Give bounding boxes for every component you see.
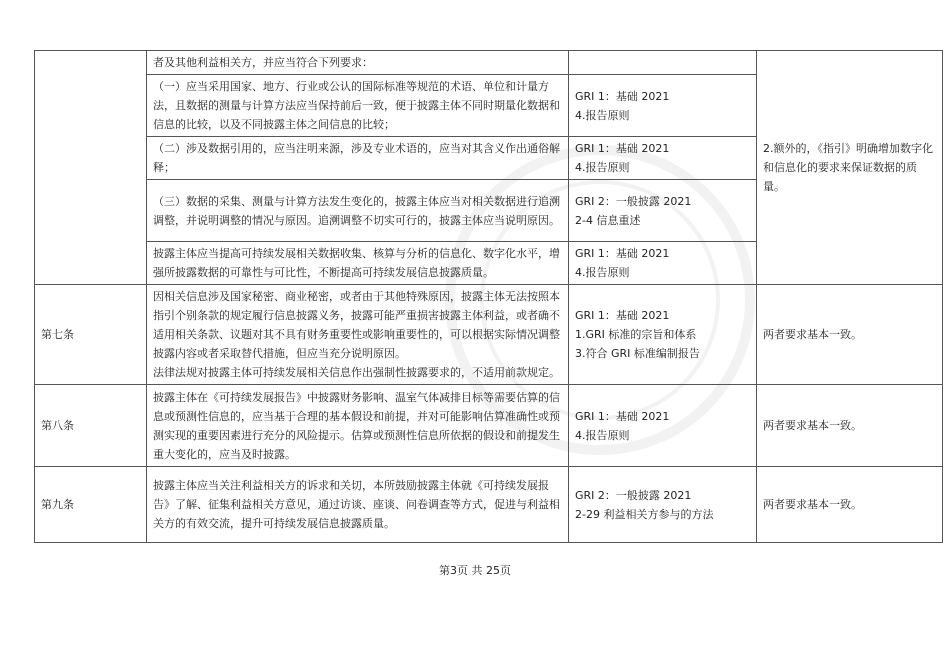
article-cell: 第八条	[35, 385, 147, 467]
comparison-cell: 两者要求基本一致。	[757, 385, 943, 467]
requirement-cell: 因相关信息涉及国家秘密、商业秘密，或者由于其他特殊原因，披露主体无法按照本指引个别条款的规定履行信息披露义务，披露可能严重损害披露主体利益，或者确不适用相关条款、议题对其不具有财务重要性或影响重要性的，可以根据实际情况调整披露内容或者采取替代措施，但应当充分说明原因。 法律法规对披露主体可持续发展相关信息作出强制性披露要求的，不适用前款规定。	[147, 285, 569, 385]
comparison-cell: 两者要求基本一致。	[757, 467, 943, 543]
gri-cell	[569, 385, 757, 467]
gri-cell	[569, 75, 757, 137]
gri-line: 2-29 利益相关方参与的方法	[575, 507, 714, 521]
gri-line: GRI 2：一般披露 2021	[575, 194, 692, 208]
gri-cell	[569, 242, 757, 285]
gri-line: 2-4 信息重述	[575, 213, 641, 227]
article-cell	[35, 51, 147, 285]
gri-cell	[569, 467, 757, 543]
requirement-cell: （二）涉及数据引用的，应当注明来源，涉及专业术语的，应当对其含义作出通俗解释；	[147, 137, 569, 180]
gri-line: GRI 1：基础 2021	[575, 89, 670, 103]
gri-line: 4.报告原则	[575, 108, 630, 122]
requirement-cell: 披露主体在《可持续发展报告》中披露财务影响、温室气体减排目标等需要估算的信息或预测性信息的，应当基于合理的基本假设和前提，并对可能影响估算准确性或预测实现的重要因素进行充分的风险提示。估算或预测性信息所依据的假设和前提发生重大变化的，应当及时披露。	[147, 385, 569, 467]
gri-line: 3.符合 GRI 标准编制报告	[575, 347, 700, 360]
gri-line: 4.报告原则	[575, 161, 630, 174]
table-row	[35, 385, 943, 467]
requirement-cell: （一）应当采用国家、地方、行业或公认的国际标准等规范的术语、单位和计量方法，且数据的测量与计算方法应当保持前后一致，便于披露主体不同时期量化数据和信息的比较，以及不同披露主体之间信息的比较；	[147, 75, 569, 137]
requirement-cell: 者及其他利益相关方，并应当符合下列要求：	[147, 51, 569, 75]
gri-line: 4.报告原则	[575, 428, 630, 442]
requirement-cell: （三）数据的采集、测量与计算方法发生变化的，披露主体应当对相关数据进行追溯调整，并说明调整的情况与原因。追溯调整不切实可行的，披露主体应当说明原因。	[147, 180, 569, 242]
table-row	[35, 467, 943, 543]
article-cell: 第七条	[35, 285, 147, 385]
gri-cell	[569, 285, 757, 385]
table-row	[35, 51, 943, 75]
gri-line: GRI 1：基础 2021	[575, 142, 670, 155]
table-row	[35, 285, 943, 385]
gri-line: GRI 1：基础 2021	[575, 309, 670, 322]
page-number: 第3页 共 25页	[439, 564, 511, 577]
gri-line: 4.报告原则	[575, 266, 630, 279]
comparison-table	[34, 50, 943, 543]
requirement-cell: 披露主体应当提高可持续发展相关数据收集、核算与分析的信息化、数字化水平，增强所披露数据的可靠性与可比性，不断提高可持续发展信息披露质量。	[147, 242, 569, 285]
requirement-cell: 披露主体应当关注利益相关方的诉求和关切，本所鼓励披露主体就《可持续发展报告》了解、征集利益相关方意见，通过访谈、座谈、问卷调查等方式，促进与利益相关方的有效交流，提升可持续发展信息披露质量。	[147, 467, 569, 543]
comparison-cell: 2.额外的，《指引》明确增加数字化和信息化的要求来保证数据的质量。	[757, 51, 943, 285]
gri-line: GRI 1：基础 2021	[575, 409, 670, 423]
gri-cell	[569, 51, 757, 75]
article-cell: 第九条	[35, 467, 147, 543]
gri-cell	[569, 137, 757, 180]
gri-line: GRI 2：一般披露 2021	[575, 488, 692, 502]
gri-cell	[569, 180, 757, 242]
gri-line: 1.GRI 标准的宗旨和体系	[575, 328, 697, 341]
gri-line: GRI 1：基础 2021	[575, 247, 670, 260]
comparison-cell: 两者要求基本一致。	[757, 285, 943, 385]
